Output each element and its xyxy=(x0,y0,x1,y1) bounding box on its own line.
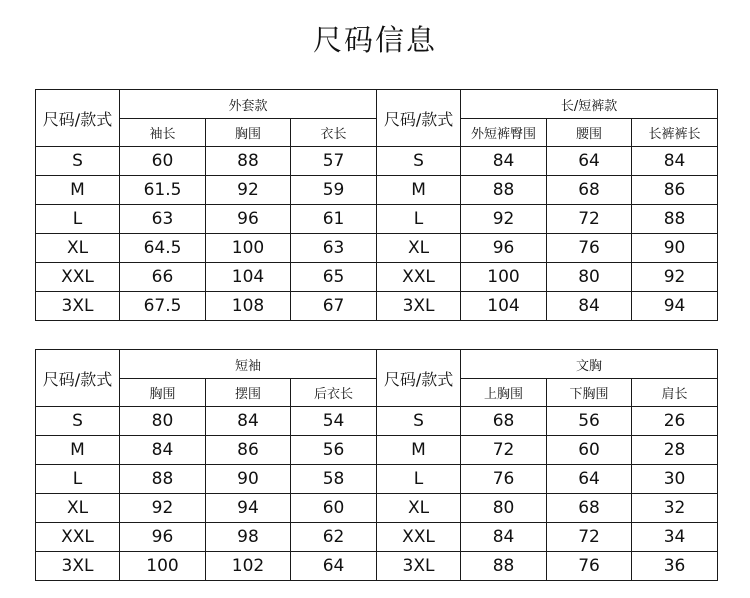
table-cell: 67 xyxy=(291,292,377,321)
table-cell: 68 xyxy=(547,176,632,205)
table-cell: 60 xyxy=(547,436,632,465)
table-cell: 90 xyxy=(632,234,718,263)
table-row xyxy=(36,407,718,436)
header-row xyxy=(36,90,718,119)
table-cell: 80 xyxy=(461,494,547,523)
table-cell: 80 xyxy=(120,407,206,436)
column-header: 外短裤臀围 xyxy=(461,119,547,147)
table-cell: 65 xyxy=(291,263,377,292)
size-label: M xyxy=(377,436,461,465)
table-cell: 76 xyxy=(461,465,547,494)
group-header: 长/短裤款 xyxy=(461,90,718,119)
table-cell: 84 xyxy=(547,292,632,321)
table-row xyxy=(36,205,718,234)
size-label: XL xyxy=(36,234,120,263)
table-row xyxy=(36,465,718,494)
table-row xyxy=(36,494,718,523)
column-header: 后衣长 xyxy=(291,379,377,407)
table-cell: 68 xyxy=(547,494,632,523)
group-header: 文胸 xyxy=(461,350,718,379)
size-label: L xyxy=(36,205,120,234)
table-cell: 84 xyxy=(461,523,547,552)
table-cell: 88 xyxy=(206,147,291,176)
column-header: 腰围 xyxy=(547,119,632,147)
table-cell: 88 xyxy=(461,176,547,205)
size-label: XXL xyxy=(36,523,120,552)
table-row xyxy=(36,234,718,263)
size-table-top xyxy=(35,89,718,321)
group-header: 外套款 xyxy=(120,90,377,119)
column-header: 胸围 xyxy=(120,379,206,407)
corner-label: 尺码/款式 xyxy=(36,350,120,407)
size-label: L xyxy=(36,465,120,494)
column-header: 衣长 xyxy=(291,119,377,147)
table-cell: 36 xyxy=(632,552,718,581)
column-header: 上胸围 xyxy=(461,379,547,407)
table-cell: 34 xyxy=(632,523,718,552)
table-cell: 60 xyxy=(120,147,206,176)
table-cell: 57 xyxy=(291,147,377,176)
table-cell: 32 xyxy=(632,494,718,523)
table-cell: 86 xyxy=(632,176,718,205)
column-header: 肩长 xyxy=(632,379,718,407)
table-cell: 68 xyxy=(461,407,547,436)
subheader-row xyxy=(36,119,718,147)
page-title: 尺码信息 xyxy=(312,23,437,57)
table-cell: 76 xyxy=(547,552,632,581)
table-cell: 92 xyxy=(120,494,206,523)
table-cell: 102 xyxy=(206,552,291,581)
table-cell: 67.5 xyxy=(120,292,206,321)
size-label: L xyxy=(377,465,461,494)
table-cell: 104 xyxy=(461,292,547,321)
table-row xyxy=(36,147,718,176)
table-cell: 92 xyxy=(632,263,718,292)
size-label: 3XL xyxy=(377,552,461,581)
table-cell: 100 xyxy=(461,263,547,292)
table-cell: 96 xyxy=(461,234,547,263)
corner-label: 尺码/款式 xyxy=(377,90,461,147)
size-label: XL xyxy=(377,234,461,263)
table-cell: 64 xyxy=(547,147,632,176)
size-label: XXL xyxy=(377,263,461,292)
size-label: S xyxy=(36,407,120,436)
table-cell: 88 xyxy=(632,205,718,234)
table-cell: 92 xyxy=(461,205,547,234)
table-row xyxy=(36,292,718,321)
table-cell: 96 xyxy=(206,205,291,234)
table-cell: 64 xyxy=(547,465,632,494)
table-cell: 96 xyxy=(120,523,206,552)
table-cell: 62 xyxy=(291,523,377,552)
column-header: 袖长 xyxy=(120,119,206,147)
size-label: M xyxy=(36,436,120,465)
column-header: 胸围 xyxy=(206,119,291,147)
table-cell: 64 xyxy=(291,552,377,581)
header-row xyxy=(36,350,718,379)
table-cell: 92 xyxy=(206,176,291,205)
table-cell: 100 xyxy=(120,552,206,581)
table-cell: 84 xyxy=(120,436,206,465)
size-label: XL xyxy=(36,494,120,523)
table-cell: 72 xyxy=(547,205,632,234)
size-label: S xyxy=(377,407,461,436)
table-cell: 61 xyxy=(291,205,377,234)
table-cell: 84 xyxy=(461,147,547,176)
table-cell: 56 xyxy=(547,407,632,436)
table-row xyxy=(36,263,718,292)
table-cell: 30 xyxy=(632,465,718,494)
table-cell: 72 xyxy=(461,436,547,465)
table-cell: 76 xyxy=(547,234,632,263)
table-row xyxy=(36,552,718,581)
table-cell: 94 xyxy=(206,494,291,523)
table-cell: 84 xyxy=(632,147,718,176)
size-label: M xyxy=(36,176,120,205)
size-label: XXL xyxy=(377,523,461,552)
size-label: S xyxy=(377,147,461,176)
corner-label: 尺码/款式 xyxy=(36,90,120,147)
table-cell: 86 xyxy=(206,436,291,465)
table-cell: 108 xyxy=(206,292,291,321)
table-cell: 54 xyxy=(291,407,377,436)
table-row xyxy=(36,436,718,465)
table-cell: 28 xyxy=(632,436,718,465)
corner-label: 尺码/款式 xyxy=(377,350,461,407)
table-cell: 64.5 xyxy=(120,234,206,263)
column-header: 长裤裤长 xyxy=(632,119,718,147)
table-cell: 90 xyxy=(206,465,291,494)
table-cell: 63 xyxy=(291,234,377,263)
table-cell: 59 xyxy=(291,176,377,205)
table-cell: 26 xyxy=(632,407,718,436)
group-header: 短袖 xyxy=(120,350,377,379)
table-row xyxy=(36,523,718,552)
column-header: 下胸围 xyxy=(547,379,632,407)
table-cell: 98 xyxy=(206,523,291,552)
table-cell: 63 xyxy=(120,205,206,234)
table-cell: 58 xyxy=(291,465,377,494)
table-cell: 104 xyxy=(206,263,291,292)
table-cell: 88 xyxy=(461,552,547,581)
table-cell: 66 xyxy=(120,263,206,292)
size-label: L xyxy=(377,205,461,234)
size-table-bottom xyxy=(35,349,718,581)
size-label: XL xyxy=(377,494,461,523)
table-cell: 94 xyxy=(632,292,718,321)
table-cell: 72 xyxy=(547,523,632,552)
size-label: XXL xyxy=(36,263,120,292)
size-label: S xyxy=(36,147,120,176)
table-cell: 56 xyxy=(291,436,377,465)
size-label: 3XL xyxy=(377,292,461,321)
table-cell: 88 xyxy=(120,465,206,494)
size-label: 3XL xyxy=(36,552,120,581)
table-cell: 60 xyxy=(291,494,377,523)
table-row xyxy=(36,176,718,205)
table-cell: 84 xyxy=(206,407,291,436)
table-cell: 80 xyxy=(547,263,632,292)
column-header: 摆围 xyxy=(206,379,291,407)
size-label: 3XL xyxy=(36,292,120,321)
size-label: M xyxy=(377,176,461,205)
table-cell: 100 xyxy=(206,234,291,263)
table-cell: 61.5 xyxy=(120,176,206,205)
